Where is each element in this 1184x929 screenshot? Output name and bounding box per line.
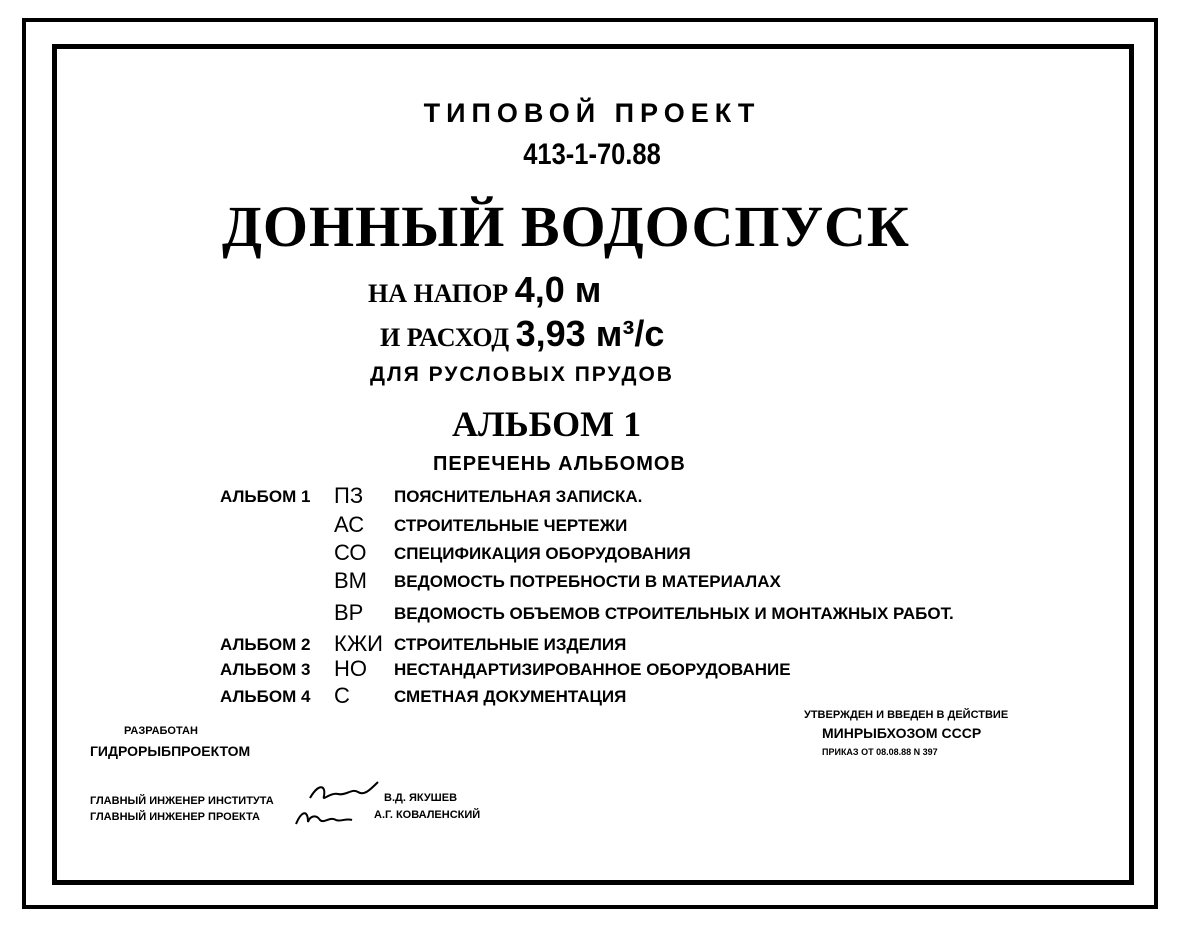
chief-engineer-institute-role: ГЛАВНЫЙ ИНЖЕНЕР ИНСТИТУТА	[90, 795, 274, 807]
flow-value: 3,93 м³/с	[515, 313, 665, 354]
album-title: АЛЬБОМ 1	[452, 404, 642, 444]
chief-engineer-project-role: ГЛАВНЫЙ ИНЖЕНЕР ПРОЕКТА	[90, 811, 260, 823]
main-title: ДОННЫЙ ВОДОСПУСК	[222, 194, 910, 259]
chief-engineer-institute-name: В.Д. ЯКУШЕВ	[384, 792, 458, 804]
section-description: СМЕТНАЯ ДОКУМЕНТАЦИЯ	[394, 687, 627, 706]
approval-order: ПРИКАЗ ОТ 08.08.88 N 397	[822, 747, 938, 757]
section-code: ПЗ	[334, 483, 364, 508]
pressure-line	[368, 269, 602, 310]
project-code: 413-1-70.88	[523, 138, 661, 171]
chief-engineer-project-name: А.Г. КОВАЛЕНСКИЙ	[374, 809, 481, 821]
pressure-prefix: НА НАПОР	[368, 279, 509, 308]
developer-org: ГИДРОРЫБПРОЕКТОМ	[90, 743, 251, 759]
institute-signature	[308, 778, 388, 806]
flow-prefix: И РАСХОД	[380, 323, 510, 352]
approval-line-1: УТВЕРЖДЕН И ВВЕДЕН В ДЕЙСТВИЕ	[804, 709, 1009, 721]
developer-label: РАЗРАБОТАН	[124, 725, 198, 737]
section-code: С	[334, 683, 350, 708]
approval-line-2: МИНРЫБХОЗОМ СССР	[822, 725, 982, 741]
album-label: АЛЬБОМ 2	[220, 635, 311, 654]
section-description: НЕСТАНДАРТИЗИРОВАННОЕ ОБОРУДОВАНИЕ	[394, 660, 791, 679]
section-code: АС	[334, 512, 365, 537]
album-label: АЛЬБОМ 1	[220, 487, 311, 506]
album-list-heading: ПЕРЕЧЕНЬ АЛЬБОМОВ	[433, 453, 686, 475]
flow-line	[380, 313, 665, 354]
section-code: ВМ	[334, 568, 367, 593]
purpose-line: ДЛЯ РУСЛОВЫХ ПРУДОВ	[370, 363, 674, 386]
section-code: НО	[334, 656, 367, 681]
project-signature	[294, 806, 354, 828]
pressure-value: 4,0 м	[514, 269, 602, 310]
section-description: ВЕДОМОСТЬ ОБЪЕМОВ СТРОИТЕЛЬНЫХ И МОНТАЖНЫХ РАБОТ.	[394, 604, 954, 623]
project-series: ТИПОВОЙ ПРОЕКТ	[423, 98, 761, 128]
section-code: КЖИ	[334, 631, 383, 656]
section-code: ВР	[334, 600, 364, 625]
section-description: СТРОИТЕЛЬНЫЕ ЧЕРТЕЖИ	[394, 516, 628, 535]
section-description: СТРОИТЕЛЬНЫЕ ИЗДЕЛИЯ	[394, 635, 627, 654]
album-label: АЛЬБОМ 4	[220, 687, 311, 706]
section-code: СО	[334, 540, 367, 565]
section-description: ВЕДОМОСТЬ ПОТРЕБНОСТИ В МАТЕРИАЛАХ	[394, 572, 781, 591]
section-description: ПОЯСНИТЕЛЬНАЯ ЗАПИСКА.	[394, 487, 643, 506]
album-label: АЛЬБОМ 3	[220, 660, 311, 679]
section-description: СПЕЦИФИКАЦИЯ ОБОРУДОВАНИЯ	[394, 544, 691, 563]
